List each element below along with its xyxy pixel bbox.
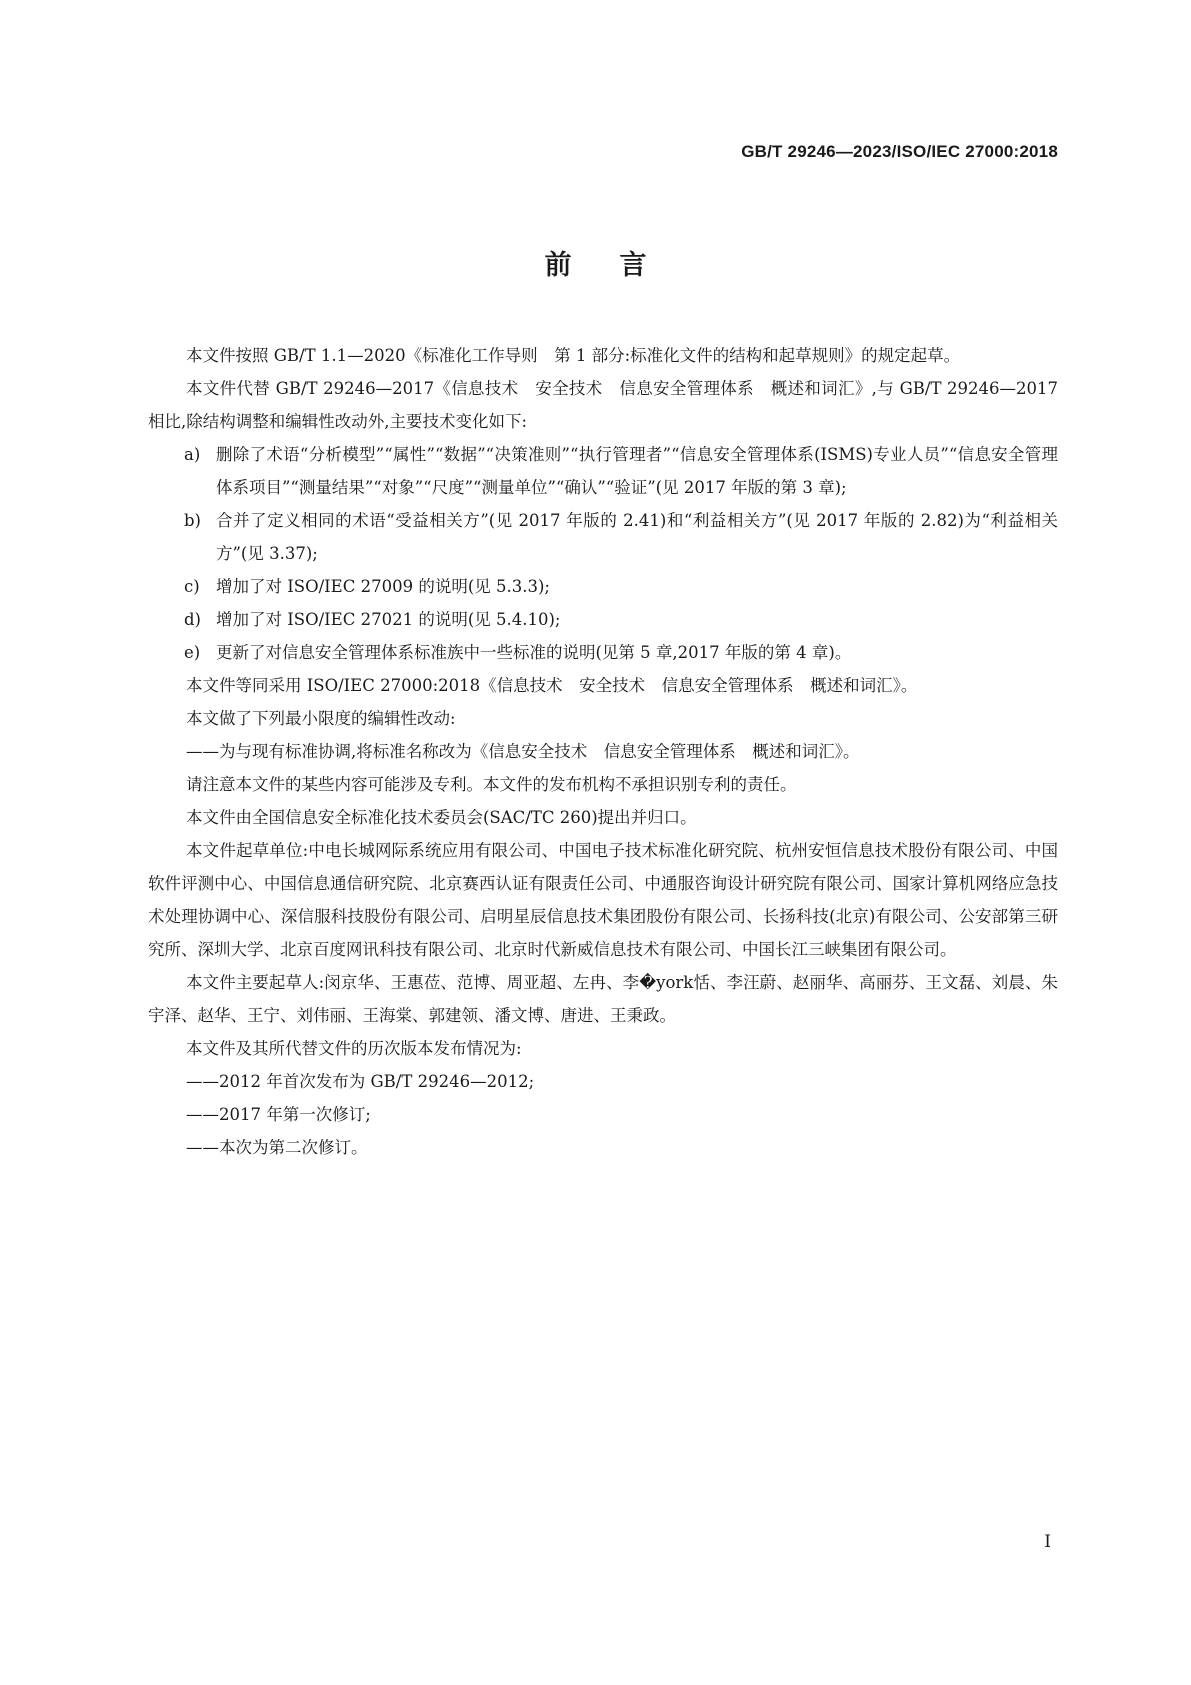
proposing-committee-paragraph: 本文件由全国信息安全标准化技术委员会(SAC/TC 260)提出并归口。: [186, 808, 697, 827]
change-item-c: [148, 570, 1058, 603]
adoption-paragraph: 本文件等同采用 ISO/IEC 27000:2018《信息技术 安全技术 信息安全管理体系 概述和词汇》。: [186, 676, 918, 695]
editorial-change-item: ——为与现有标准协调,将标准名称改为《信息安全技术 信息安全管理体系 概述和词汇》。: [186, 742, 860, 761]
list-marker: b): [184, 511, 201, 530]
change-item-e: [148, 636, 1058, 669]
list-marker: e): [184, 643, 201, 662]
list-marker: d): [184, 610, 201, 629]
drafting-units-paragraph: 本文件起草单位:中电长城网际系统应用有限公司、中国电子技术标准化研究院、杭州安恒信息技术股份有限公司、中国软件评测中心、中国信息通信研究院、北京赛西认证有限责任公司、中通服咨询设计研究院有限公司、国家计算机网络应急技术处理协调中心、深信服科技股份有限公司、启明星辰信息技术集团股份有限公司、长扬科技(北京)有限公司、公安部第三研究所、深圳大学、北京百度网讯科技有限公司、北京时代新威信息技术有限公司、中国长江三峡集团有限公司。: [148, 841, 1058, 959]
list-marker: a): [184, 445, 201, 464]
list-marker: c): [184, 577, 200, 596]
drafters-paragraph: 本文件主要起草人:闵京华、王惠莅、范博、周亚超、左冉、李�york恬、李汪蔚、赵丽华、高丽芬、王文磊、刘晨、朱宇泽、赵华、王宁、刘伟丽、王海棠、郭建领、潘文博、唐进、王秉政。: [148, 973, 1058, 1025]
history-item: ——2012 年首次发布为 GB/T 29246—2012;: [186, 1072, 535, 1091]
change-text: 增加了对 ISO/IEC 27021 的说明(见 5.4.10);: [216, 610, 561, 629]
change-text: 合并了定义相同的术语“受益相关方”(见 2017 年版的 2.41)和“利益相关方”(见 2017 年版的 2.82)为“利益相关方”(见 3.37);: [216, 511, 1058, 563]
history-item: ——本次为第二次修订。: [186, 1138, 368, 1157]
standard-number-header: GB/T 29246—2023/ISO/IEC 27000:2018: [741, 142, 1058, 161]
change-item-d: [148, 603, 1058, 636]
patent-notice-paragraph: 请注意本文件的某些内容可能涉及专利。本文件的发布机构不承担识别专利的责任。: [186, 775, 797, 794]
change-item-b: [148, 504, 1058, 570]
history-item: ——2017 年第一次修订;: [186, 1105, 371, 1124]
drafting-rules-paragraph: 本文件按照 GB/T 1.1—2020《标准化工作导则 第 1 部分:标准化文件的结构和起草规则》的规定起草。: [186, 346, 961, 365]
change-text: 更新了对信息安全管理体系标准族中一些标准的说明(见第 5 章,2017 年版的第 4 章)。: [216, 643, 852, 662]
foreword-body: [148, 339, 1058, 1164]
page-number: I: [1044, 1532, 1051, 1552]
replacement-paragraph: 本文件代替 GB/T 29246—2017《信息技术 安全技术 信息安全管理体系 概述和词汇》,与 GB/T 29246—2017 相比,除结构调整和编辑性改动外,主要技术变化如下:: [148, 379, 1058, 431]
version-history-intro: 本文件及其所代替文件的历次版本发布情况为:: [186, 1039, 522, 1058]
page-title: 前言: [544, 250, 695, 281]
change-item-a: [148, 438, 1058, 504]
change-text: 增加了对 ISO/IEC 27009 的说明(见 5.3.3);: [216, 577, 550, 596]
editorial-changes-intro: 本文做了下列最小限度的编辑性改动:: [186, 709, 456, 728]
change-text: 删除了术语“分析模型”“属性”“数据”“决策准则”“执行管理者”“信息安全管理体系(ISMS)专业人员”“信息安全管理体系项目”“测量结果”“对象”“尺度”“测量单位”“确认”“验证”(见 2017 年版的第 3 章);: [216, 445, 1058, 497]
